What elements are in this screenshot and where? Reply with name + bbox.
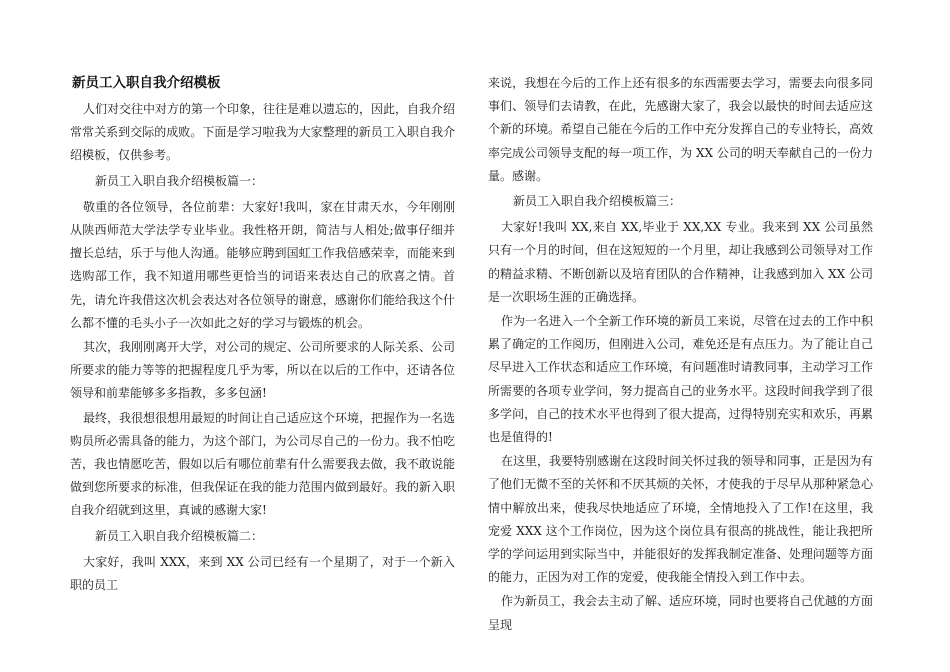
section2-paragraph-continued: 来说，我想在今后的工作上还有很多的东西需要去学习，需要去向很多同事们、领导们去请教，在此，先感谢大家了，我会以最快的时间去适应这个新的环境。希望自己能在今后的工作中充分发挥自己的专业特长，高效率完成公司领导支配的每一项工作，为 XX 公司的明天奉献自己的一份力量。感谢。 — [488, 76, 873, 183]
right-column — [488, 72, 873, 638]
section1-paragraph-1: 敬重的各位领导，各位前辈：大家好!我叫，家在甘肃天水，今年刚刚从陕西师范大学法学专业毕业。我性格开朗，简洁与人相处;做事仔细并擅长总结，乐于与他人沟通。能够应聘到国虹工作我倍感荣幸，而能来到选购部工作，我不知道用哪些更恰当的词语来表达自己的欣喜之情。首先，请允许我借这次机会表达对各位领导的谢意，感谢你们能给我这个什么都不懂的毛头小子一次如此之好的学习与锻炼的机会。 — [70, 199, 455, 330]
section3-paragraph-1: 大家好!我叫 XX,来自 XX,毕业于 XX,XX 专业。我来到 XX 公司虽然只有一个月的时间，但在这短短的一个月里，却让我感到公司领导对工作的精益求精、不断创新以及培育团队的合作精神，让我感到加入 XX 公司是一次职场生涯的正确选择。 — [488, 220, 873, 304]
intro-paragraph: 人们对交往中对方的第一个印象，往往是难以遗忘的，因此，自我介绍常常关系到交际的成败。下面是学习啦我为大家整理的新员工入职自我介绍模板，仅供参考。 — [70, 102, 456, 163]
section3-paragraph-3: 在这里，我要特别感谢在这段时间关怀过我的领导和同事，正是因为有了他们无微不至的关怀和不厌其烦的关怀，才使我的于尽早从那种紧急心情中解放出来，使我尽快地适应了环境，全情地投入了工作!在这里，我宠爱 XXX 这个工作岗位，因为这个岗位具有很高的挑战性，能让我把所学的学问运用到实际当中，并能很好的发挥我制定准备、处理问题等方面的能力，正因为对工作的宠爱，使我能全情投入到工作中去。 — [488, 454, 874, 585]
section-heading-3: 新员工入职自我介绍模板篇三： — [513, 194, 682, 209]
section1-paragraph-2: 其次，我刚刚离开大学，对公司的规定、公司所要求的人际关系、公司所要求的能力等等的把握程度几乎为零，所以在以后的工作中，还请各位领导和前辈能够多多指教，多多包涵! — [70, 340, 456, 401]
section-heading-1: 新员工入职自我介绍模板篇一： — [95, 173, 264, 188]
section2-paragraph-1: 大家好，我叫 XXX，来到 XX 公司已经有一个星期了，对于一个新入职的员工 — [70, 554, 455, 593]
section3-paragraph-4: 作为新员工，我会去主动了解、适应环境，同时也要将自己优越的方面呈现 — [488, 594, 874, 632]
left-column — [70, 70, 455, 598]
document-title: 新员工入职自我介绍模板 — [72, 75, 221, 91]
section3-paragraph-2: 作为一名进入一个全新工作环境的新员工来说，尽管在过去的工作中积累了确定的工作阅历，但刚进入公司，难免还是有点压力。为了能让自己尽早进入工作状态和适应工作环境，有问题准时请教同事，主动学习工作所需要的各项专业学问，努力提高自己的业务水平。这段时间我学到了很多学问，自己的技术水平也得到了很大提高，过得特别充实和欢乐，再累也是值得的! — [488, 314, 874, 445]
section1-paragraph-3: 最终，我很想很想用最短的时间让自己适应这个环境，把握作为一名选购员所必需具备的能力，为这个部门，为公司尽自己的一份力。我不怕吃苦，我也情愿吃苦，假如以后有哪位前辈有什么需要我去做，我不敢说能做到您所要求的标准，但我保证在我的能力范围内做到最好。我的新入职自我介绍就到这里，真诚的感谢大家! — [70, 410, 456, 518]
section-heading-2: 新员工入职自我介绍模板篇二： — [95, 528, 264, 543]
